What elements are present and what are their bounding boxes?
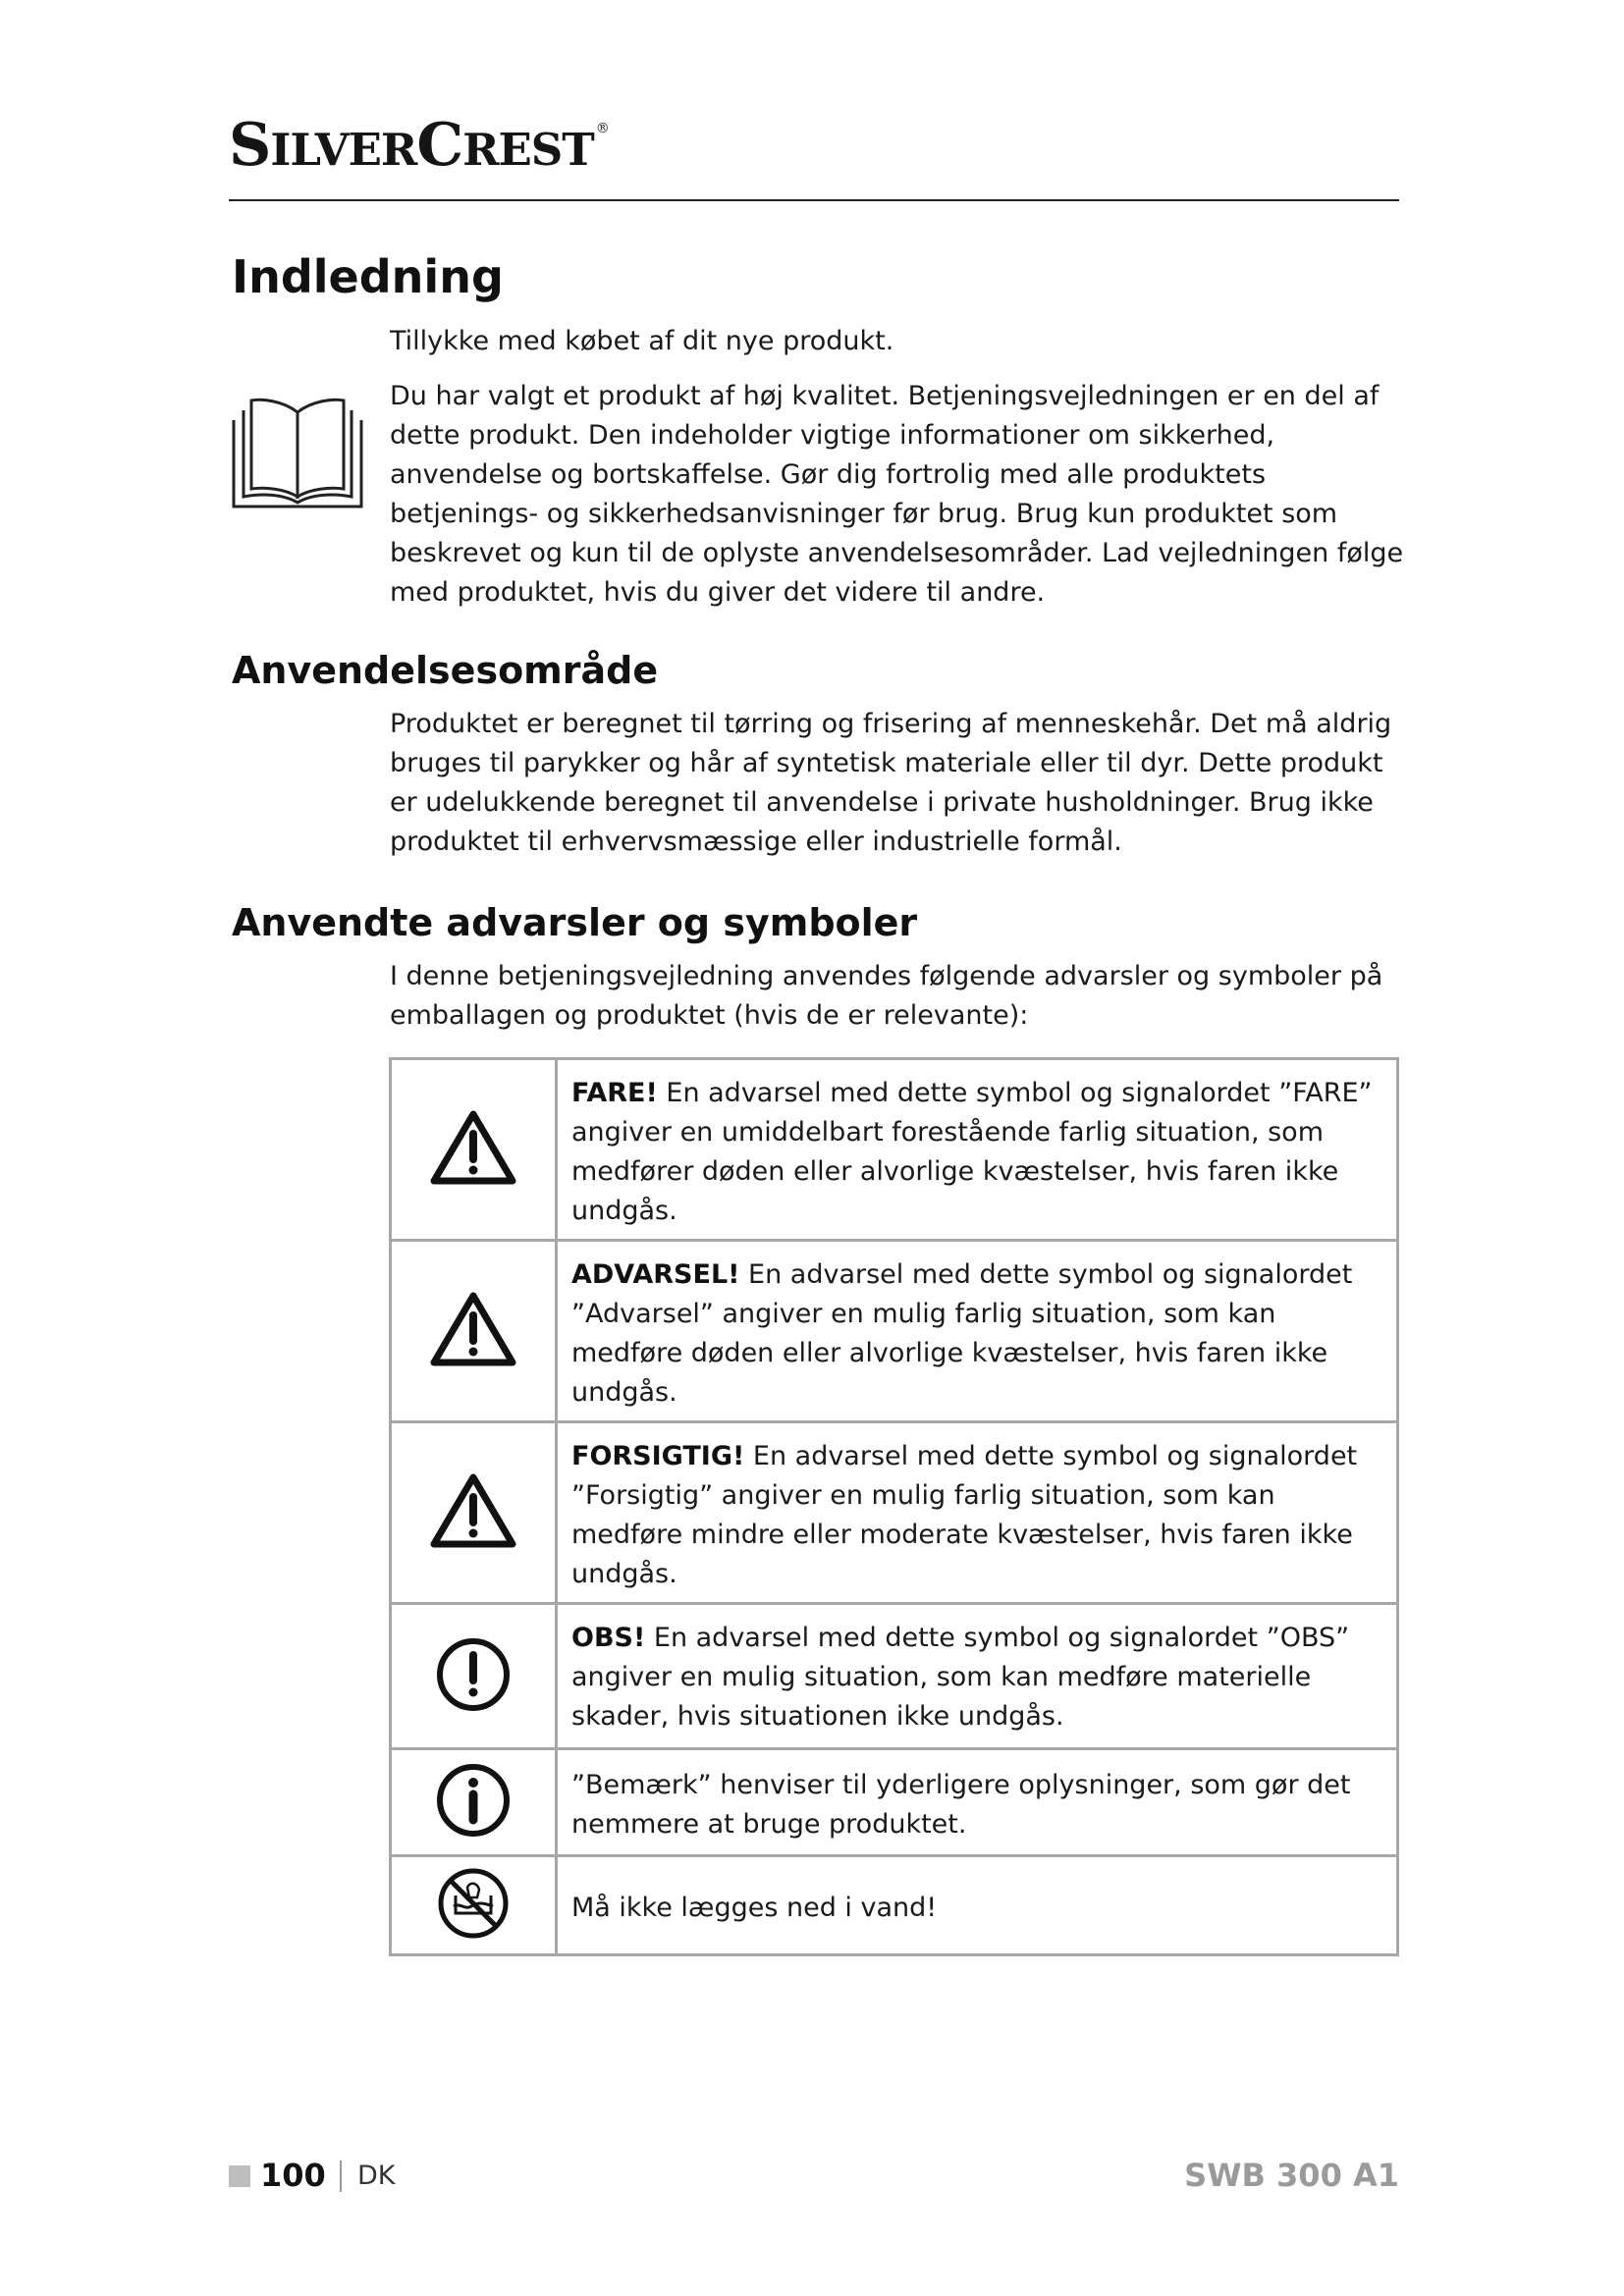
warning-triangle-icon [428, 1108, 518, 1187]
no-water-icon [434, 1864, 513, 1943]
page-footer [229, 2157, 1399, 2196]
header-divider [229, 199, 1399, 201]
warnings-intro-paragraph: I denne betjeningsvejledning anvendes følgende advarsler og symboler på emballagen og produktet (hvis de er relevante): [390, 961, 1383, 1031]
heading-advarsler-symboler: Anvendte advarsler og symboler [232, 901, 918, 944]
no-water-description: Må ikke lægges ned i vand! [557, 1856, 1398, 1955]
table-row [391, 1241, 1398, 1422]
model-number: SWB 300 A1 [1184, 2157, 1399, 2194]
warning-description: ADVARSEL! En advarsel med dette symbol og signalordet ”Advarsel” angiver en mulig farlig situation, som kan medføre døden eller alvorlige kvæstelser, hvis faren ikke undgås. [557, 1241, 1398, 1422]
silvercrest-logo: SILVERCREST ® [229, 111, 609, 180]
table-row [391, 1422, 1398, 1604]
heading-anvendelsesomraade: Anvendelsesområde [232, 649, 659, 692]
warning-description: FARE! En advarsel med dette symbol og signalordet ”FARE” angiver en umiddelbart forestående farlig situation, som medfører døden eller alvorlige kvæstelser, hvis faren ikke undgås. [557, 1059, 1398, 1241]
exclamation-circle-icon [434, 1635, 513, 1714]
warning-description: OBS! En advarsel med dette symbol og signalordet ”OBS” angiver en mulig situation, som kan medføre materielle skader, hvis situationen ikke undgås. [557, 1604, 1398, 1749]
warning-symbols-table [389, 1057, 1399, 1956]
intro-paragraph-2: Du har valgt et produkt af høj kvalitet. Betjeningsvejledningen er en del af dette produkt. Den indeholder vigtige informationer om sikkerhed, anvendelse og bortskaffelse. Gør dig fortrolig med alle produktets betjenings- og sikkerhedsanvisninger før brug. Brug kun produktet som beskrevet og kun til de oplyste anvendelsesområder. Lad vejledningen følge med produktet, hvis du giver det videre til andre. [390, 381, 1404, 608]
info-circle-icon [434, 1761, 513, 1840]
footer-square-icon [229, 2165, 250, 2187]
usage-paragraph: Produktet er beregnet til tørring og frisering af menneskehår. Det må aldrig bruges til parykker og hår af syntetisk materiale eller til dyr. Dette produkt er udelukkende beregnet til anvendelse i private husholdninger. Brug ikke produktet til erhvervsmæssige eller industrielle formål. [390, 709, 1392, 857]
brand-header [229, 111, 1399, 180]
page-number: 100 [260, 2157, 326, 2194]
book-icon [230, 395, 365, 508]
heading-indledning: Indledning [232, 250, 504, 303]
warning-triangle-icon [428, 1290, 518, 1368]
language-code: DK [357, 2161, 396, 2191]
table-row [391, 1749, 1398, 1856]
table-row [391, 1856, 1398, 1955]
table-row [391, 1059, 1398, 1241]
intro-paragraph-1: Tillykke med købet af dit nye produkt. [390, 326, 894, 356]
warning-description: FORSIGTIG! En advarsel med dette symbol og signalordet ”Forsigtig” angiver en mulig farlig situation, som kan medføre mindre eller moderate kvæstelser, hvis faren ikke undgås. [557, 1422, 1398, 1604]
note-description: ”Bemærk” henviser til yderligere oplysninger, som gør det nemmere at bruge produktet. [557, 1749, 1398, 1856]
warning-triangle-icon [428, 1471, 518, 1550]
table-row [391, 1604, 1398, 1749]
footer-separator [340, 2161, 342, 2192]
